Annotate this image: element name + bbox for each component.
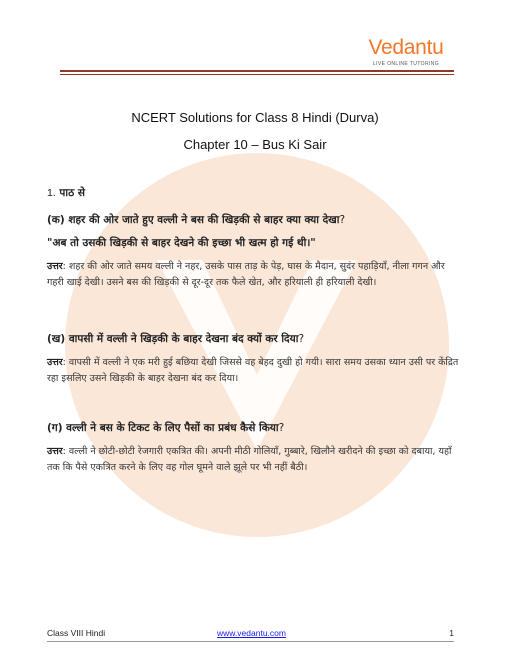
footer-rule: [47, 641, 454, 642]
question-kha: (ख) वापसी में वल्ली ने खिड़की के बाहर देखना बंद क्यों कर दिया?: [47, 333, 305, 345]
question-ka-quote: "अब तो उसकी खिड़की से बाहर देखने की इच्छा भी खत्म हो गई थी।": [47, 237, 316, 249]
header-rule-thin: [60, 74, 454, 75]
answer-label: उत्तर: [47, 357, 63, 368]
header-rule: [60, 70, 454, 72]
footer-website-link[interactable]: www.vedantu.com: [217, 628, 286, 638]
vedantu-logo[interactable]: [360, 36, 452, 67]
page-number: 1: [449, 628, 454, 638]
document-title: NCERT Solutions for Class 8 Hindi (Durva): [131, 110, 379, 125]
chapter-title: Chapter 10 – Bus Ki Sair: [183, 137, 327, 152]
section-heading: [47, 186, 463, 200]
section-label: पाठ से: [59, 187, 85, 199]
logo-text: Vedantu: [368, 36, 444, 59]
logo-tagline: LIVE ONLINE TUTORING: [372, 61, 440, 67]
answer-label: उत्तर: [47, 261, 63, 272]
section-number: 1.: [47, 187, 56, 199]
answer-label: उत्तर: [47, 446, 63, 457]
footer-class-label: Class VIII Hindi: [47, 628, 106, 638]
question-ka: (क) शहर की ओर जाते हुए वल्ली ने बस की खिड़की से बाहर क्या क्या देखा?: [47, 214, 346, 226]
answer-ka: उत्तर: शहर की ओर जाते समय वल्ली ने नहर, उसके पास ताड़ के पेड़, घास के मैदान, सुदंर पहाड़ियाँ, नीला गगन और गहरी खाई देखी। उसने बस की खिड़की से दूर-दूर तक फैले खेत, और हरियाली ही हरियाली देखी।: [47, 261, 445, 288]
answer-ga: उत्तर: वल्ली ने छोटी-छोटी रेजगारी एकत्रित की। अपनी मीठी गोलियाँ, गुब्बारे, खिलौने खरीदने की इच्छा को दबाया, यहाँ तक कि पैसे एकत्रित करने के लिए वह गोल घूमने वाले झूले पर भी नहीं बैठी।: [47, 446, 452, 473]
content-body: [47, 186, 463, 476]
answer-kha: उत्तर: वापसी में वल्ली ने एक मरी हुई बछिया देखी जिससे वह बेहद दुखी हो गयी। सारा समय उसका ध्यान उसी पर केंद्रित रहा इसलिए उसने खिड़की के बाहर देखना बंद कर दिया।: [47, 357, 459, 384]
question-ga: (ग) वल्ली ने बस के टिकट के लिए पैसों का प्रबंध कैसे किया?: [47, 422, 285, 434]
